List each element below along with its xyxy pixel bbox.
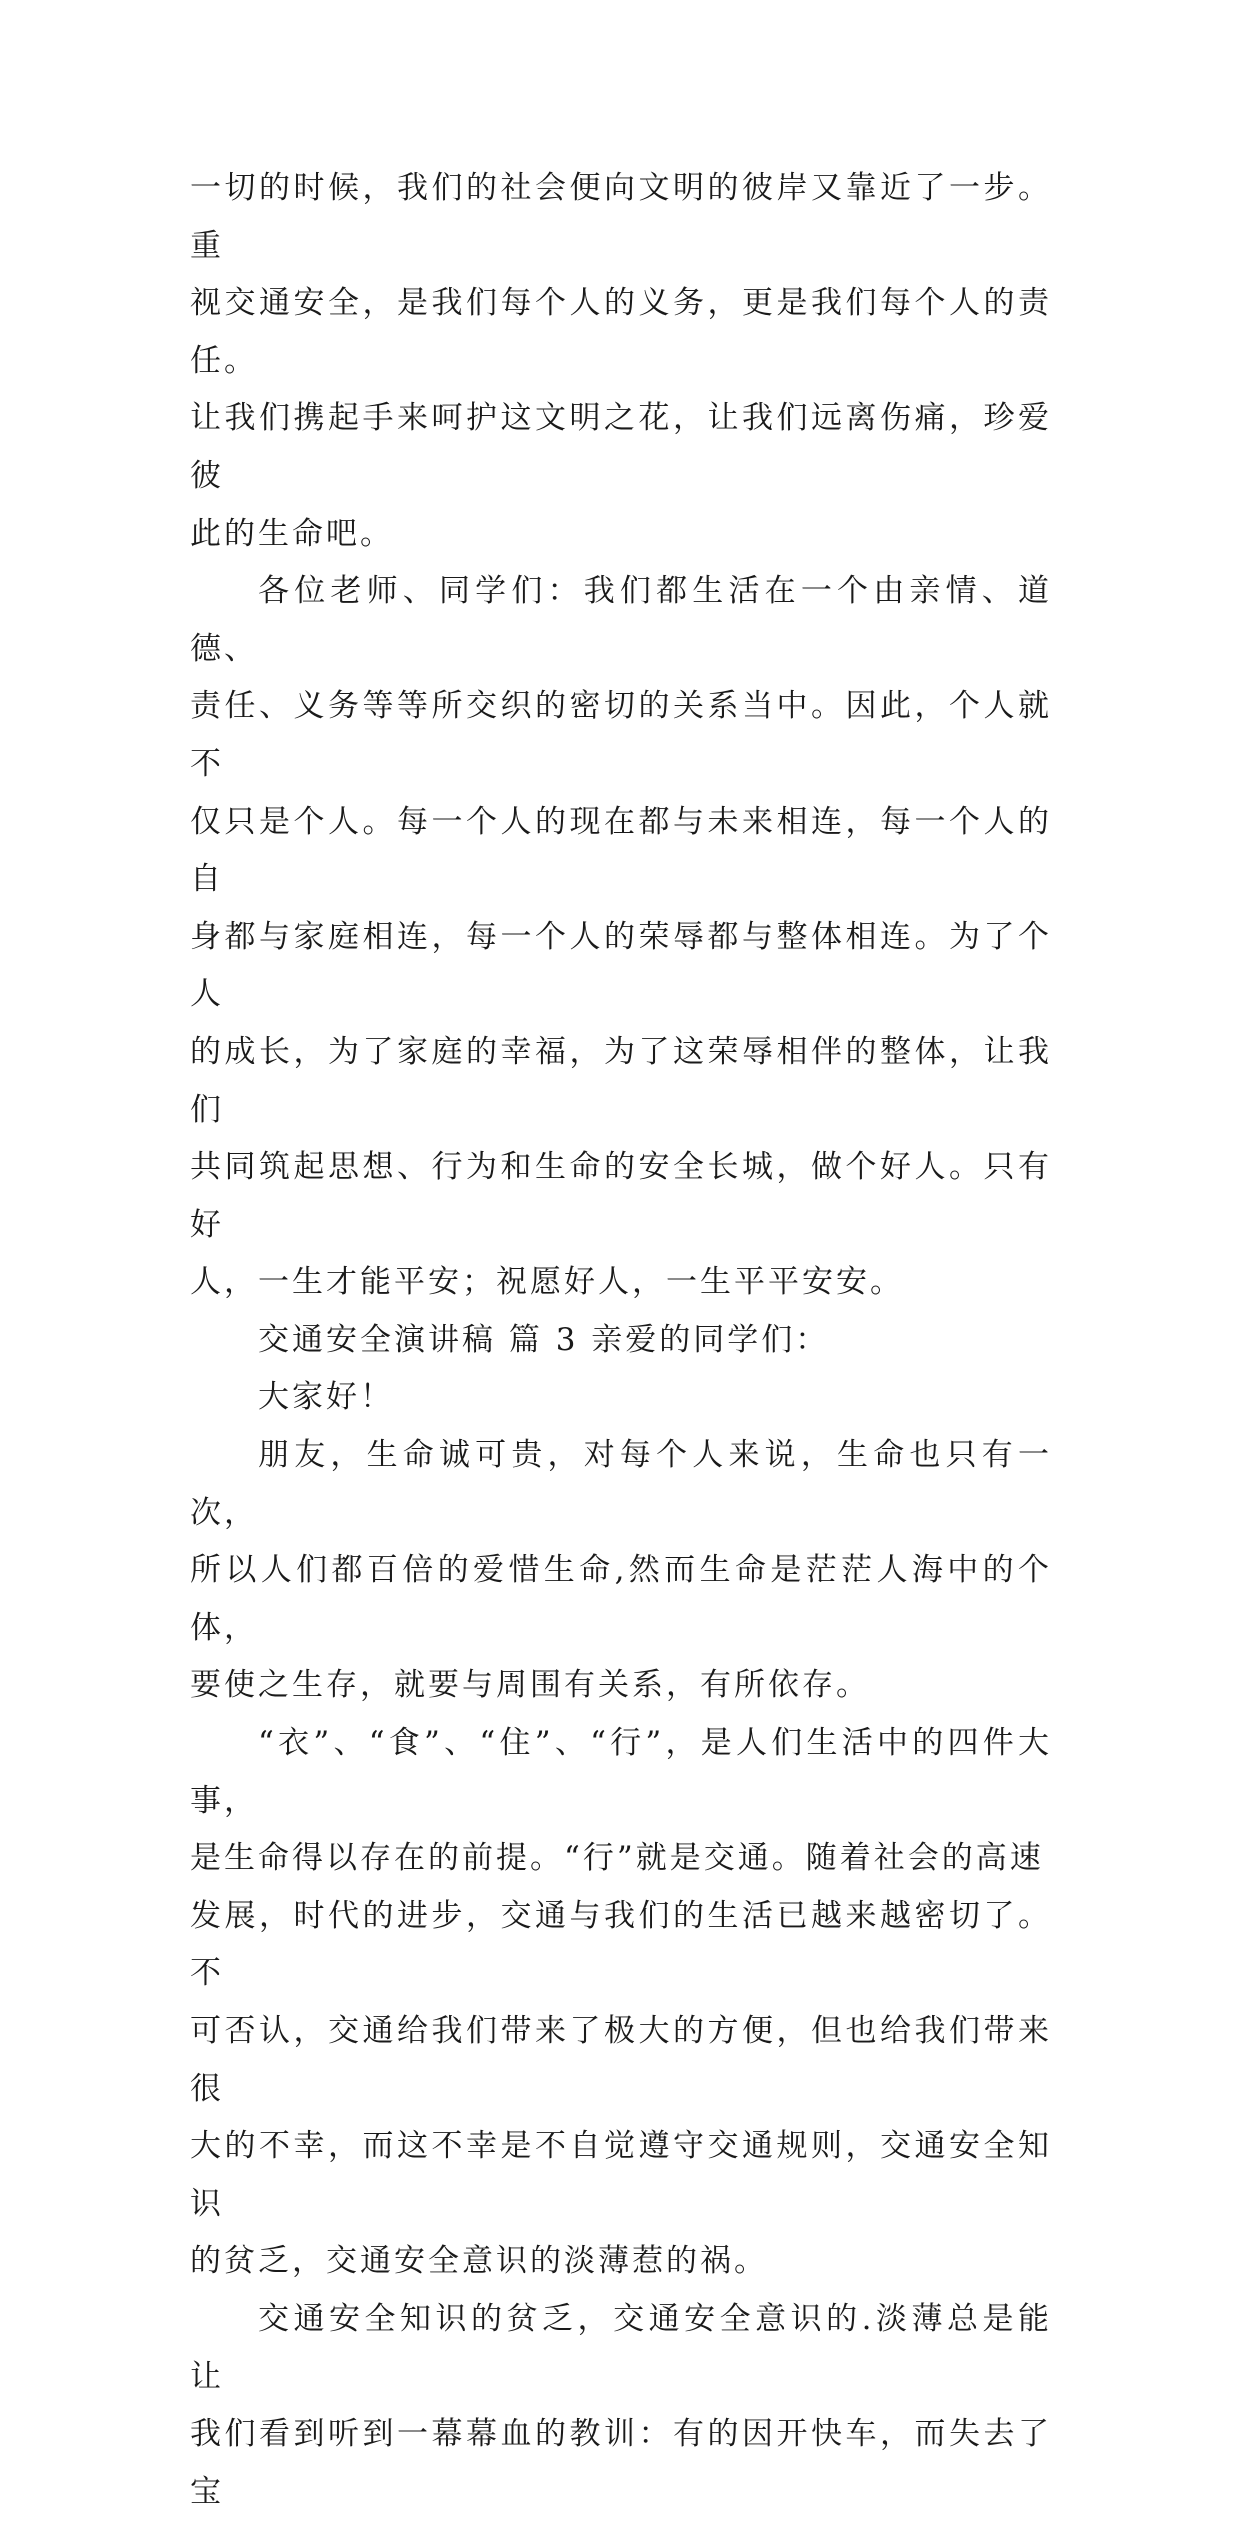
text-line: 各位老师、同学们：我们都生活在一个由亲情、道德、 bbox=[190, 573, 1052, 667]
text-line: 视交通安全，是我们每个人的义务，更是我们每个人的责任。 bbox=[190, 285, 1052, 379]
text-line: 人，一生才能平安；祝愿好人，一生平平安安。 bbox=[190, 1264, 904, 1301]
text-line: 此的生命吧。 bbox=[190, 515, 394, 552]
paragraph bbox=[190, 160, 1052, 563]
text-line: 朋友，生命诚可贵，对每个人来说，生命也只有一次， bbox=[190, 1437, 1052, 1531]
text-line: 共同筑起思想、行为和生命的安全长城，做个好人。只有好 bbox=[190, 1149, 1052, 1243]
text-line: 要使之生存，就要与周围有关系，有所依存。 bbox=[190, 1667, 870, 1704]
text-line: 一切的时候，我们的社会便向文明的彼岸又靠近了一步。重 bbox=[190, 170, 1052, 264]
text-line: 的成长，为了家庭的幸福，为了这荣辱相伴的整体，让我们 bbox=[190, 1033, 1052, 1128]
paragraph bbox=[190, 2291, 1052, 2521]
text-line: 可否认，交通给我们带来了极大的方便，但也给我们带来很 bbox=[190, 2013, 1052, 2107]
text-line: 我们看到听到一幕幕血的教训：有的因开快车，而失去了宝 bbox=[190, 2416, 1052, 2510]
greeting bbox=[190, 1369, 1052, 1427]
paragraph bbox=[190, 563, 1052, 1312]
section-heading bbox=[190, 1312, 1052, 1370]
text-line: 交通安全演讲稿 篇 3 亲爱的同学们： bbox=[258, 1321, 830, 1358]
text-line: 责任、义务等等所交织的密切的关系当中。因此，个人就不 bbox=[190, 688, 1052, 782]
text-line: 身都与家庭相连，每一个人的荣辱都与整体相连。为了个人 bbox=[190, 918, 1052, 1013]
text-line: 大的不幸，而这不幸是不自觉遵守交通规则，交通安全知识 bbox=[190, 2128, 1052, 2222]
paragraph bbox=[190, 1715, 1052, 2291]
text-line: 的贫乏，交通安全意识的淡薄惹的祸。 bbox=[190, 2243, 768, 2280]
text-line: 仅只是个人。每一个人的现在都与未来相连，每一个人的自 bbox=[190, 803, 1052, 898]
text-line: 让我们携起手来呵护这文明之花，让我们远离伤痛，珍爱彼 bbox=[190, 400, 1052, 494]
paragraph bbox=[190, 1427, 1052, 1715]
text-line: 大家好！ bbox=[258, 1379, 394, 1416]
text-line: 发展，时代的进步，交通与我们的生活已越来越密切了。不 bbox=[190, 1897, 1052, 1992]
text-line: 交通安全知识的贫乏，交通安全意识的.淡薄总是能让 bbox=[190, 2300, 1052, 2395]
text-line: 是生命得以存在的前提。“行”就是交通。随着社会的高速 bbox=[190, 1840, 1044, 1877]
text-line: “衣”、“食”、“住”、“行”，是人们生活中的四件大事， bbox=[190, 1725, 1052, 1819]
text-line: 所以人们都百倍的爱惜生命,然而生命是茫茫人海中的个体， bbox=[190, 1552, 1052, 1646]
document-body bbox=[190, 160, 1052, 2521]
